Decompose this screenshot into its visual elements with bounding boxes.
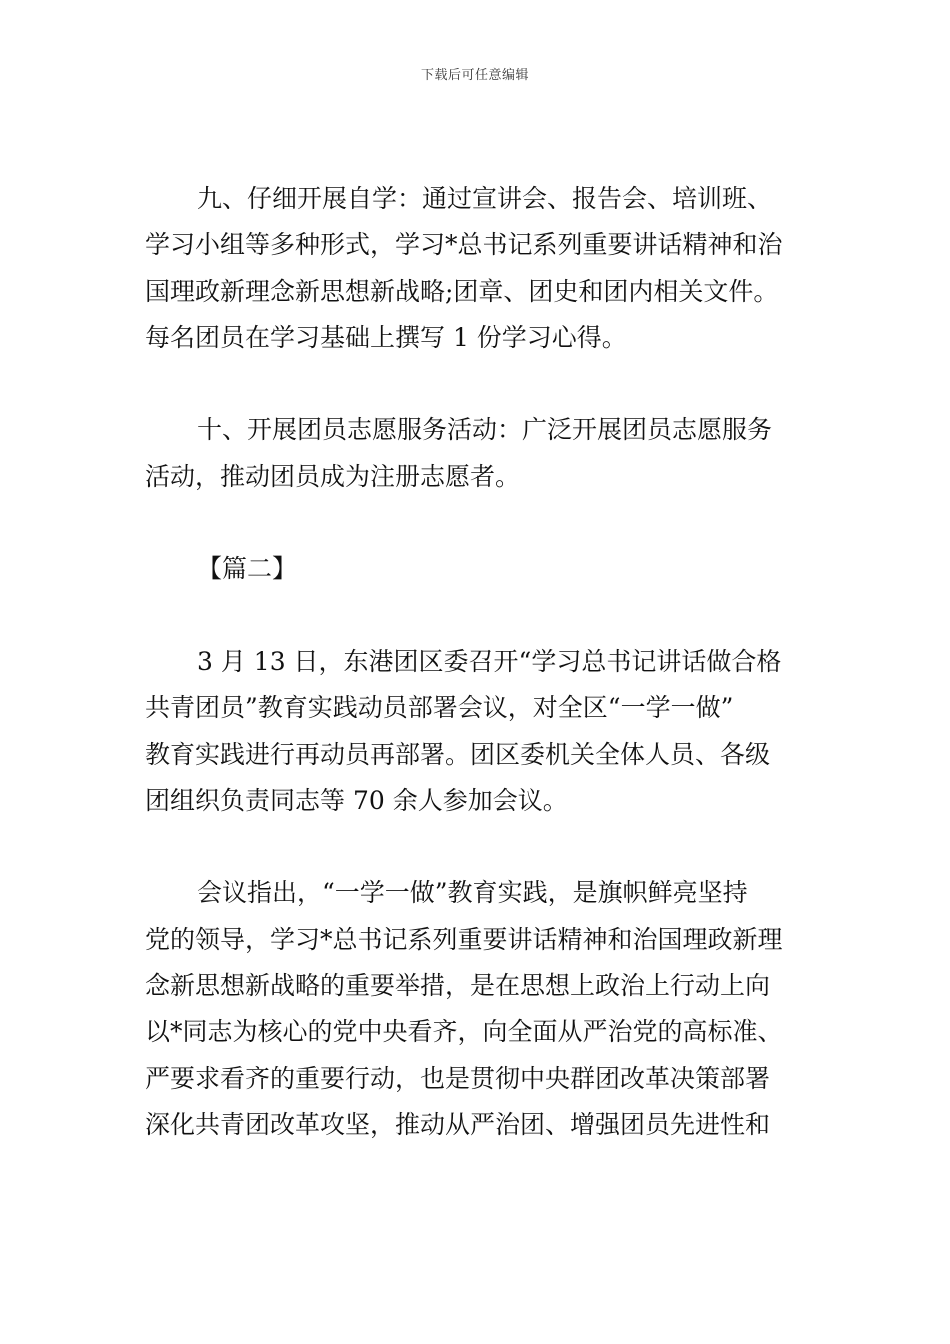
paragraph-line: 深化共青团改革攻坚，推动从严治团、增强团员先进性和 (145, 1109, 771, 1139)
paragraph-line: 团组织负责同志等 70 余人参加会议。 (145, 785, 568, 815)
paragraph-line: 学习小组等多种形式，学习*总书记系列重要讲话精神和治 (145, 230, 783, 260)
paragraph-line: 党的领导，学习*总书记系列重要讲话精神和治国理政新理 (145, 924, 783, 954)
section-heading-text: 【篇二】 (197, 554, 298, 584)
paragraph-meeting (145, 639, 807, 824)
paragraph-line: 3 月 13 日，东港团区委召开“学习总书记讲话做合格 (197, 646, 782, 676)
paragraph-line: 十、开展团员志愿服务活动：广泛开展团员志愿服务 (197, 415, 773, 445)
paragraph-gap (145, 361, 807, 407)
section-heading (145, 546, 807, 592)
page-header: 下载后可任意编辑 (420, 68, 529, 83)
paragraph-volunteer (145, 407, 807, 500)
paragraph-line: 国理政新理念新思想新战略;团章、团史和团内相关文件。 (145, 276, 779, 306)
paragraph-line: 会议指出，“一学一做”教育实践，是旗帜鲜亮坚持 (197, 878, 748, 908)
paragraph-gap (145, 593, 807, 639)
paragraph-gap (145, 824, 807, 870)
paragraph-line: 念新思想新战略的重要举措，是在思想上政治上行动上向 (145, 971, 771, 1001)
paragraph-self-study (145, 176, 807, 361)
paragraph-line: 以*同志为核心的党中央看齐，向全面从严治党的高标准、 (145, 1017, 783, 1047)
paragraph-line: 九、仔细开展自学：通过宣讲会、报告会、培训班、 (197, 184, 773, 213)
paragraph-gap (145, 500, 807, 546)
paragraph-line: 每名团员在学习基础上撰写 1 份学习心得。 (145, 322, 627, 352)
paragraph-line: 共青团员”教育实践动员部署会议，对全区“一学一做” (145, 693, 734, 723)
paragraph-line: 严要求看齐的重要行动，也是贯彻中央群团改革决策部署 (145, 1063, 771, 1093)
paragraph-line: 活动，推动团员成为注册志愿者。 (145, 461, 521, 491)
paragraph-meeting-points (145, 870, 807, 1148)
paragraph-line: 教育实践进行再动员再部署。团区委机关全体人员、各级 (145, 739, 771, 769)
document-body (145, 176, 807, 1148)
